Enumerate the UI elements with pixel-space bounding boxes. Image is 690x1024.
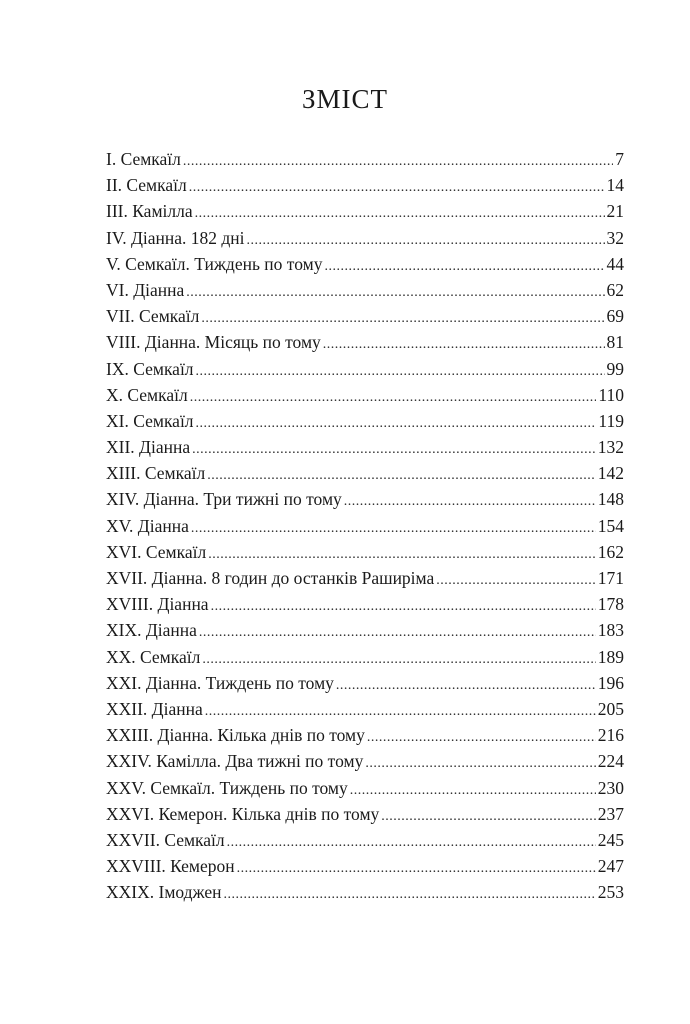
toc-entry-title: XVII. Діанна. 8 годин до останків Раширіма [106,568,435,588]
dot-leader [436,568,595,594]
toc-entry-page-number: 7 [615,149,624,169]
toc-entry-page-number: 14 [606,175,624,196]
dot-leader [196,359,605,385]
toc-entry-title: XXVI. Кемерон. Кілька днів по тому [106,803,380,824]
toc-entry-page-number: 154 [597,515,624,536]
toc-entry-title: IX. Семкаїл [106,358,194,379]
toc-entry-title: III. Камілла [106,201,193,222]
toc-entry-title: VI. Діанна [106,279,185,300]
toc-entry [106,356,624,382]
dot-leader [186,280,604,306]
toc-entry [106,670,624,696]
toc-entry [106,565,624,591]
dot-leader [195,201,605,227]
toc-entry-title: XII. Діанна [106,437,191,458]
dot-leader [189,175,605,201]
toc-entry-title: XX. Семкаїл [106,646,201,667]
dot-leader [199,620,596,646]
toc-entry-title: XXIV. Камілла. Два тижні по тому [106,751,364,772]
toc-entry-page-number: 44 [606,253,624,274]
toc-entry-title: VIII. Діанна. Місяць по тому [106,332,321,353]
toc-entry-page-number: 81 [606,332,624,353]
dot-leader [190,385,597,411]
toc-entry-title: XXII. Діанна [106,698,203,719]
toc-entry-page-number: 132 [597,437,624,458]
toc-entry-title: XV. Діанна [106,515,189,536]
toc-entry [106,172,624,198]
toc-entry [106,617,624,643]
toc-entry-title: XXI. Діанна. Тиждень по тому [106,672,334,693]
toc-entry [106,486,624,512]
toc-entry-title: XIX. Діанна [106,620,197,641]
toc-entry-page-number: 21 [606,201,624,222]
toc-entry-title: XXVIII. Кемерон [106,856,235,877]
toc-entry [106,225,624,251]
dot-leader [211,594,596,620]
toc-entry-page-number: 142 [597,463,624,484]
toc-entry [106,513,624,539]
dot-leader [324,254,604,280]
toc-entry-title: X. Семкаїл [106,384,188,405]
toc-entry-title: XXV. Семкаїл. Тиждень по тому [106,777,348,798]
toc-entry-page-number: 224 [597,751,624,772]
page-title: ЗМІСТ [301,84,389,114]
toc-entry-page-number: 247 [597,856,624,877]
toc-entry-title: XXIII. Діанна. Кілька днів по тому [106,725,365,746]
toc-entry-page-number: 162 [597,541,624,562]
dot-leader [381,804,595,830]
toc-entry [106,775,624,801]
toc-entry [106,539,624,565]
toc-entry [106,722,624,748]
toc-entry [106,591,624,617]
toc-entry [106,382,624,408]
toc-entry-page-number: 171 [597,568,624,588]
toc-entry-page-number: 245 [597,829,624,850]
toc-entry [106,644,624,670]
toc-entry-title: IV. Діанна. 182 дні [106,227,245,248]
toc-entry-page-number: 183 [597,620,624,641]
toc-entry [106,408,624,434]
toc-entry-title: XXVII. Семкаїл [106,829,225,850]
toc-entry-page-number: 119 [598,410,624,431]
toc-entry-page-number: 196 [597,672,624,693]
toc-entry [106,303,624,329]
toc-entry [106,460,624,486]
toc-entry [106,827,624,853]
toc-entry-title: V. Семкаїл. Тиждень по тому [106,253,323,274]
toc-entry-page-number: 148 [597,489,624,510]
toc-entry-page-number: 216 [597,725,624,746]
toc-entry-page-number: 205 [597,698,624,719]
toc-entry [106,879,624,905]
toc-entry-title: XVI. Семкаїл [106,541,207,562]
toc-entry-title: XIII. Семкаїл [106,463,206,484]
table-of-contents [106,146,624,905]
dot-leader [183,149,613,175]
dot-leader [191,516,596,542]
toc-entry-title: XIV. Діанна. Три тижні по тому [106,489,342,510]
dot-leader [227,830,596,856]
toc-entry-page-number: 237 [597,803,624,824]
toc-entry-title: VII. Семкаїл [106,306,200,327]
dot-leader [192,437,596,463]
dot-leader [196,411,597,437]
toc-entry-page-number: 230 [597,777,624,798]
dot-leader [237,856,596,882]
dot-leader [350,778,596,804]
toc-entry [106,853,624,879]
toc-entry-title: І. Семкаїл [106,149,181,169]
toc-entry-page-number: 99 [606,358,624,379]
toc-entry-title: II. Семкаїл [106,175,187,196]
toc-entry-page-number: 189 [597,646,624,667]
toc-entry [106,277,624,303]
toc-entry [106,251,624,277]
dot-leader [344,489,596,515]
toc-entry-title: XXIX. Імоджен [106,882,222,903]
dot-leader [336,673,596,699]
toc-entry [106,434,624,460]
toc-entry [106,748,624,774]
dot-leader [323,332,605,358]
toc-entry [106,696,624,722]
toc-entry [106,329,624,355]
toc-entry [106,198,624,224]
toc-entry-page-number: 62 [606,279,624,300]
toc-entry-title: XVIII. Діанна [106,594,209,615]
toc-entry-title: XI. Семкаїл [106,410,194,431]
toc-entry [106,801,624,827]
toc-entry [106,146,624,172]
dot-leader [224,882,596,908]
toc-entry-page-number: 178 [597,594,624,615]
toc-entry-page-number: 253 [597,882,624,903]
dot-leader [365,751,595,777]
dot-leader [367,725,596,751]
toc-entry-page-number: 110 [598,384,624,405]
toc-entry-page-number: 69 [606,306,624,327]
toc-entry-page-number: 32 [606,227,624,248]
